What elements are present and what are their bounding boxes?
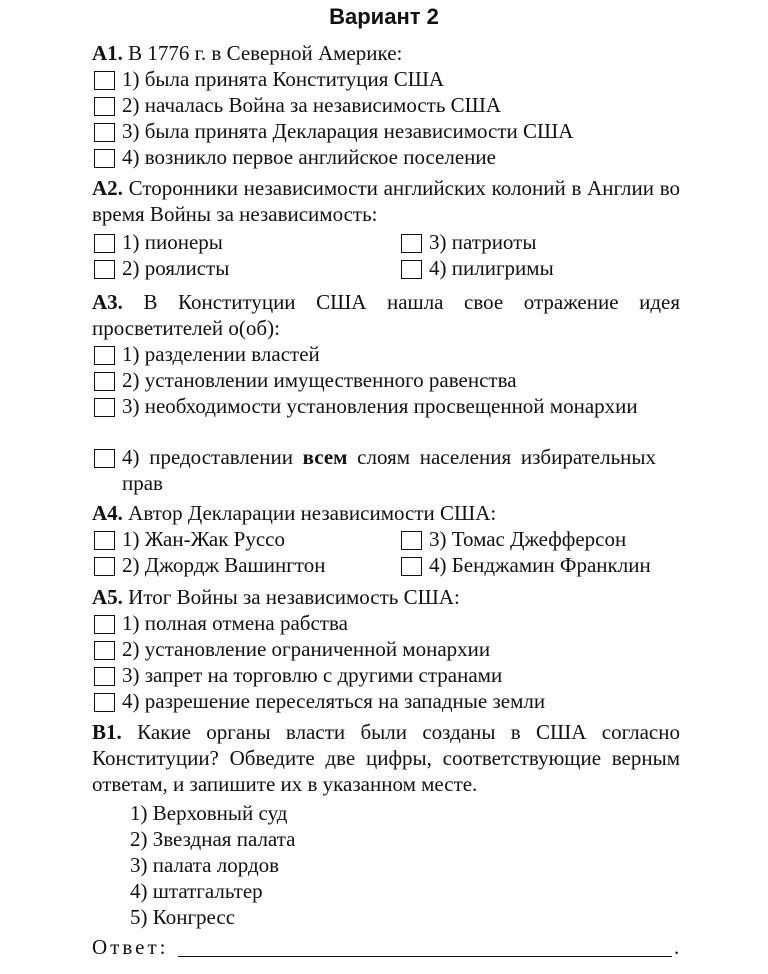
- answer-end: .: [674, 935, 680, 959]
- question-text: Сторонники независимости английских колоний в Англии во время Войны за независимость:: [92, 176, 680, 226]
- question-number: А5.: [92, 585, 123, 609]
- question-number: А4.: [92, 501, 123, 525]
- option-a3-4: [122, 444, 656, 496]
- checkbox-a5-2[interactable]: [94, 641, 115, 660]
- option-b1-1[interactable]: 1) Верховный суд: [130, 801, 288, 825]
- question-number: А1.: [92, 41, 123, 65]
- checkbox-a5-1[interactable]: [94, 615, 115, 634]
- option-a4-3: 3) Томас Джефферсон: [429, 527, 627, 551]
- option-a1-3: 3) была принята Декларация независимости США: [122, 119, 574, 143]
- option-b1-2[interactable]: 2) Звездная палата: [130, 827, 296, 851]
- checkbox-a3-4[interactable]: [94, 449, 115, 468]
- question-a2: [92, 175, 680, 227]
- checkbox-a2-2[interactable]: [94, 260, 115, 279]
- option-a3-1: 1) разделении властей: [122, 342, 320, 366]
- option-a4-4: 4) Бенджамин Франклин: [429, 553, 651, 577]
- question-number: А2.: [92, 176, 123, 200]
- checkbox-a2-4[interactable]: [401, 260, 422, 279]
- checkbox-a4-2[interactable]: [94, 557, 115, 576]
- question-a4: [92, 500, 680, 526]
- page-title: Вариант 2: [329, 4, 439, 29]
- option-a2-3: 3) патриоты: [429, 230, 537, 254]
- question-text: Какие органы власти были созданы в США согласно Конституции? Обведите две цифры, соответствующие верным ответам, и запишите их в указанном месте.: [92, 720, 680, 796]
- option-text: 4) предоставлении: [122, 445, 303, 469]
- option-a4-1: 1) Жан-Жак Руссо: [122, 527, 285, 551]
- question-b1: [92, 719, 680, 797]
- option-a5-2: 2) установление ограниченной монархии: [122, 637, 491, 661]
- checkbox-a1-3[interactable]: [94, 123, 115, 142]
- option-a4-2: 2) Джордж Вашингтон: [122, 553, 326, 577]
- question-text: Итог Войны за независимость США:: [122, 585, 460, 609]
- checkbox-a5-3[interactable]: [94, 667, 115, 686]
- checkbox-a1-2[interactable]: [94, 97, 115, 116]
- checkbox-a4-1[interactable]: [94, 531, 115, 550]
- emphasis-word: всем: [302, 445, 348, 469]
- checkbox-a2-1[interactable]: [94, 234, 115, 253]
- option-a5-3: 3) запрет на торговлю с другими странами: [122, 663, 503, 687]
- option-a1-2: 2) началась Война за независимость США: [122, 93, 502, 117]
- option-b1-3[interactable]: 3) палата лордов: [130, 853, 280, 877]
- option-a3-2: 2) установлении имущественного равенства: [122, 368, 517, 392]
- question-a1: [92, 40, 680, 66]
- option-a5-1: 1) полная отмена рабства: [122, 611, 348, 635]
- question-text: В Конституции США нашла свое отражение идея просветителей о(об):: [92, 290, 680, 340]
- checkbox-a3-3[interactable]: [94, 398, 115, 417]
- question-a3: [92, 289, 680, 341]
- question-text: В 1776 г. в Северной Америке:: [122, 41, 403, 65]
- option-text: слоям населения избирательных прав: [122, 445, 656, 495]
- answer-line[interactable]: [178, 956, 672, 957]
- checkbox-a4-3[interactable]: [401, 531, 422, 550]
- option-a3-3: 3) необходимости установления просвещенной монархии: [122, 394, 638, 418]
- answer-label: Ответ:: [92, 935, 169, 959]
- option-a5-4: 4) разрешение переселяться на западные земли: [122, 689, 546, 713]
- question-number: А3.: [92, 290, 123, 314]
- checkbox-a1-4[interactable]: [94, 149, 115, 168]
- question-text: Автор Декларации независимости США:: [122, 501, 497, 525]
- option-a2-1: 1) пионеры: [122, 230, 223, 254]
- checkbox-a3-1[interactable]: [94, 346, 115, 365]
- option-b1-5[interactable]: 5) Конгресс: [130, 905, 236, 929]
- option-a2-2: 2) роялисты: [122, 256, 230, 280]
- checkbox-a2-3[interactable]: [401, 234, 422, 253]
- option-a1-1: 1) была принята Конституция США: [122, 67, 445, 91]
- checkbox-a3-2[interactable]: [94, 372, 115, 391]
- option-a1-4: 4) возникло первое английское поселение: [122, 145, 496, 169]
- option-a2-4: 4) пилигримы: [429, 256, 554, 280]
- question-a5: [92, 584, 680, 610]
- question-number: В1.: [92, 720, 122, 744]
- checkbox-a5-4[interactable]: [94, 693, 115, 712]
- option-b1-4[interactable]: 4) штатгальтер: [130, 879, 263, 903]
- checkbox-a4-4[interactable]: [401, 557, 422, 576]
- checkbox-a1-1[interactable]: [94, 71, 115, 90]
